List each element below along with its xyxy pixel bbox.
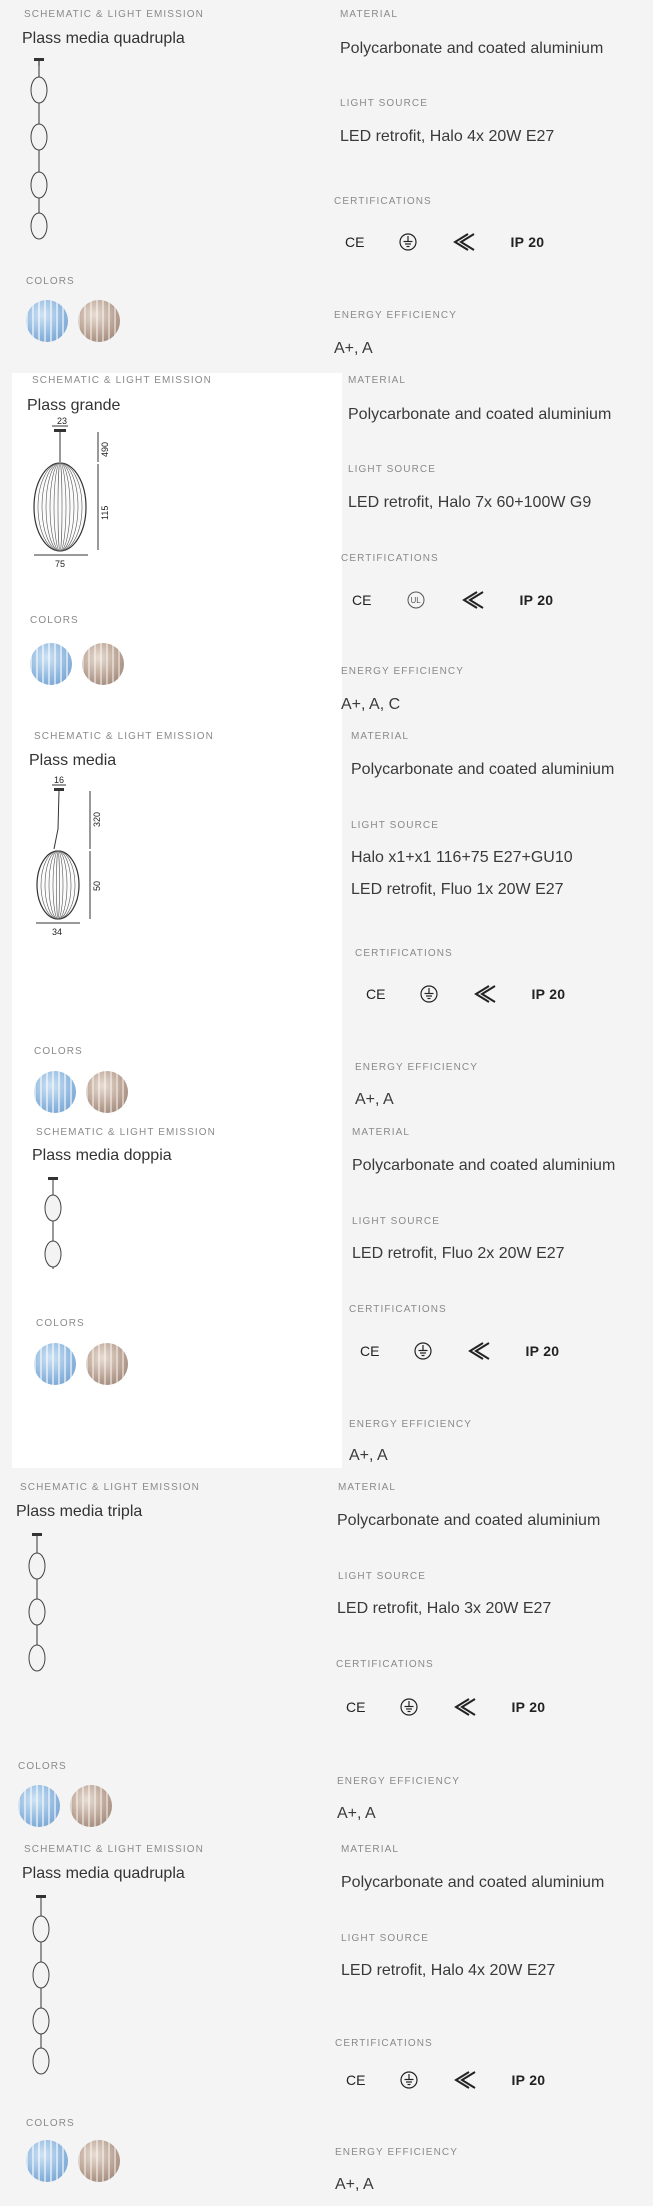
schematic-label: SCHEMATIC & LIGHT EMISSION bbox=[24, 9, 204, 20]
ce-mark-icon: CE bbox=[346, 2072, 366, 2088]
ce-mark-icon: CE bbox=[366, 986, 386, 1002]
schematic-label: SCHEMATIC & LIGHT EMISSION bbox=[20, 1482, 200, 1493]
schematic-label: SCHEMATIC & LIGHT EMISSION bbox=[24, 1844, 204, 1855]
material-value: Polycarbonate and coated aluminium bbox=[337, 1512, 601, 1529]
dimension-label: 490 bbox=[100, 441, 110, 457]
color-swatch-blue[interactable] bbox=[30, 643, 72, 685]
certifications bbox=[345, 230, 544, 254]
ip-rating: IP 20 bbox=[511, 1699, 546, 1715]
light-source-value: LED retrofit, Halo 4x 20W E27 bbox=[341, 1962, 556, 1979]
product-title: Plass media quadrupla bbox=[22, 30, 185, 47]
energy-efficiency-value: A+, A bbox=[349, 1447, 388, 1464]
light-source-label: LIGHT SOURCE bbox=[340, 98, 429, 109]
colors-label: COLORS bbox=[30, 615, 79, 626]
class-iii-icon bbox=[473, 985, 497, 1003]
ip-rating: IP 20 bbox=[511, 2072, 546, 2088]
material-label: MATERIAL bbox=[338, 1482, 397, 1493]
earth-ground-icon bbox=[419, 984, 439, 1004]
color-swatch-bronze[interactable] bbox=[70, 1785, 112, 1827]
color-swatch-bronze[interactable] bbox=[78, 300, 120, 342]
color-swatches bbox=[18, 1785, 112, 1827]
certifications bbox=[366, 982, 565, 1006]
certifications bbox=[346, 1695, 545, 1719]
ce-mark-icon: CE bbox=[346, 1699, 366, 1715]
product-section bbox=[0, 1117, 653, 1472]
color-swatch-blue[interactable] bbox=[18, 1785, 60, 1827]
certifications-label: CERTIFICATIONS bbox=[349, 1304, 447, 1315]
earth-ground-icon bbox=[398, 232, 418, 252]
ul-listed-icon bbox=[405, 590, 427, 610]
dimension-label: 23 bbox=[57, 416, 68, 426]
color-swatch-bronze[interactable] bbox=[86, 1071, 128, 1113]
color-swatch-bronze[interactable] bbox=[86, 1343, 128, 1385]
dimension-label: 115 bbox=[100, 505, 110, 520]
color-swatch-bronze[interactable] bbox=[78, 2140, 120, 2182]
certifications-label: CERTIFICATIONS bbox=[334, 196, 432, 207]
product-title: Plass media tripla bbox=[16, 1503, 143, 1520]
material-value: Polycarbonate and coated aluminium bbox=[340, 40, 604, 57]
schematic-drawing bbox=[32, 775, 112, 939]
certifications bbox=[346, 2068, 545, 2092]
light-source-value: Halo x1+x1 116+75 E27+GU10 bbox=[351, 849, 573, 866]
light-source-label: LIGHT SOURCE bbox=[348, 464, 437, 475]
light-source-value: LED retrofit, Fluo 1x 20W E27 bbox=[351, 881, 564, 898]
light-source-label: LIGHT SOURCE bbox=[338, 1571, 427, 1582]
color-swatches bbox=[34, 1343, 128, 1385]
product-title: Plass media doppia bbox=[32, 1147, 172, 1164]
energy-efficiency-value: A+, A bbox=[337, 1805, 376, 1822]
material-label: MATERIAL bbox=[348, 375, 407, 386]
color-swatch-blue[interactable] bbox=[34, 1343, 76, 1385]
dimension-label: 75 bbox=[55, 559, 66, 569]
material-label: MATERIAL bbox=[341, 1844, 400, 1855]
earth-ground-icon bbox=[399, 1697, 419, 1717]
dimension-label: 50 bbox=[92, 880, 102, 891]
color-swatch-blue[interactable] bbox=[26, 2140, 68, 2182]
energy-efficiency-value: A+, A bbox=[334, 340, 373, 357]
product-section bbox=[0, 370, 653, 725]
color-swatch-blue[interactable] bbox=[26, 300, 68, 342]
schematic-drawing bbox=[40, 1177, 66, 1277]
light-source-label: LIGHT SOURCE bbox=[351, 820, 440, 831]
class-iii-icon bbox=[452, 233, 476, 251]
material-value: Polycarbonate and coated aluminium bbox=[351, 761, 615, 778]
ip-rating: IP 20 bbox=[531, 986, 566, 1002]
material-value: Polycarbonate and coated aluminium bbox=[352, 1157, 616, 1174]
class-iii-icon bbox=[461, 591, 485, 609]
color-swatches bbox=[26, 300, 120, 342]
product-section bbox=[0, 725, 653, 1117]
material-label: MATERIAL bbox=[351, 731, 410, 742]
material-value: Polycarbonate and coated aluminium bbox=[341, 1874, 605, 1891]
color-swatches bbox=[26, 2140, 120, 2182]
energy-efficiency-label: ENERGY EFFICIENCY bbox=[337, 1776, 460, 1787]
earth-ground-icon bbox=[413, 1341, 433, 1361]
energy-efficiency-label: ENERGY EFFICIENCY bbox=[335, 2147, 458, 2158]
product-section bbox=[0, 0, 653, 370]
earth-ground-icon bbox=[399, 2070, 419, 2090]
certifications-label: CERTIFICATIONS bbox=[355, 948, 453, 959]
energy-efficiency-value: A+, A bbox=[335, 2176, 374, 2193]
energy-efficiency-label: ENERGY EFFICIENCY bbox=[355, 1062, 478, 1073]
ip-rating: IP 20 bbox=[525, 1343, 560, 1359]
colors-label: COLORS bbox=[34, 1046, 83, 1057]
schematic-drawing bbox=[24, 1533, 50, 1678]
schematic-drawing bbox=[28, 1895, 58, 2080]
energy-efficiency-value: A+, A, C bbox=[341, 696, 401, 713]
colors-label: COLORS bbox=[36, 1318, 85, 1329]
colors-label: COLORS bbox=[26, 276, 75, 287]
light-source-value: LED retrofit, Halo 7x 60+100W G9 bbox=[348, 494, 592, 511]
material-label: MATERIAL bbox=[352, 1127, 411, 1138]
dimension-label: 320 bbox=[92, 811, 102, 827]
ce-mark-icon: CE bbox=[360, 1343, 380, 1359]
product-title: Plass media quadrupla bbox=[22, 1865, 185, 1882]
ip-rating: IP 20 bbox=[510, 234, 545, 250]
product-title: Plass media bbox=[29, 752, 117, 769]
class-iii-icon bbox=[467, 1342, 491, 1360]
product-title: Plass grande bbox=[27, 397, 121, 414]
light-source-value: LED retrofit, Fluo 2x 20W E27 bbox=[352, 1245, 565, 1262]
color-swatch-bronze[interactable] bbox=[82, 643, 124, 685]
light-source-value: LED retrofit, Halo 3x 20W E27 bbox=[337, 1600, 552, 1617]
colors-label: COLORS bbox=[18, 1761, 67, 1772]
color-swatches bbox=[30, 643, 124, 685]
product-section bbox=[0, 1835, 653, 2206]
ce-mark-icon: CE bbox=[352, 592, 372, 608]
certifications bbox=[360, 1339, 559, 1363]
dimension-label: 34 bbox=[52, 927, 63, 937]
schematic-drawing bbox=[30, 416, 130, 572]
svg-text:UL: UL bbox=[410, 596, 422, 605]
energy-efficiency-label: ENERGY EFFICIENCY bbox=[334, 310, 457, 321]
certifications-label: CERTIFICATIONS bbox=[336, 1659, 434, 1670]
dimension-label: 16 bbox=[54, 775, 65, 785]
schematic-label: SCHEMATIC & LIGHT EMISSION bbox=[34, 731, 214, 742]
ip-rating: IP 20 bbox=[519, 592, 554, 608]
schematic-label: SCHEMATIC & LIGHT EMISSION bbox=[36, 1127, 216, 1138]
light-source-label: LIGHT SOURCE bbox=[352, 1216, 441, 1227]
product-section bbox=[0, 1472, 653, 1828]
material-value: Polycarbonate and coated aluminium bbox=[348, 406, 612, 423]
color-swatch-blue[interactable] bbox=[34, 1071, 76, 1113]
energy-efficiency-label: ENERGY EFFICIENCY bbox=[341, 666, 464, 677]
certifications bbox=[352, 588, 553, 612]
light-source-label: LIGHT SOURCE bbox=[341, 1933, 430, 1944]
class-iii-icon bbox=[453, 1698, 477, 1716]
schematic-drawing bbox=[26, 58, 56, 243]
color-swatches bbox=[34, 1071, 128, 1113]
light-source-value: LED retrofit, Halo 4x 20W E27 bbox=[340, 128, 555, 145]
certifications-label: CERTIFICATIONS bbox=[335, 2038, 433, 2049]
energy-efficiency-value: A+, A bbox=[355, 1091, 394, 1108]
colors-label: COLORS bbox=[26, 2118, 75, 2129]
ce-mark-icon: CE bbox=[345, 234, 365, 250]
schematic-label: SCHEMATIC & LIGHT EMISSION bbox=[32, 375, 212, 386]
energy-efficiency-label: ENERGY EFFICIENCY bbox=[349, 1419, 472, 1430]
material-label: MATERIAL bbox=[340, 9, 399, 20]
certifications-label: CERTIFICATIONS bbox=[341, 553, 439, 564]
class-iii-icon bbox=[453, 2071, 477, 2089]
